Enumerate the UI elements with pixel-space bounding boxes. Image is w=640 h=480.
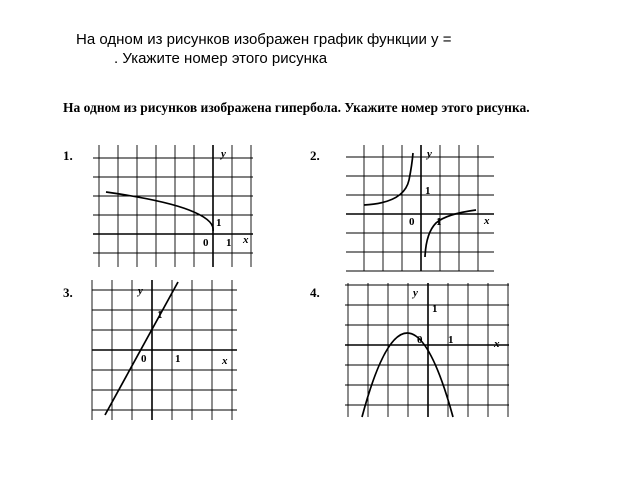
- graph-3-origin-label: 0: [141, 353, 147, 365]
- graph-2: [346, 145, 494, 271]
- graph-4-unit-y-label: 1: [432, 303, 438, 315]
- graph-2-unit-x-label: 1: [436, 216, 442, 228]
- graph-1-y-label: y: [221, 148, 226, 160]
- graph-2-unit-y-label: 1: [425, 185, 431, 197]
- graph-2-grid: [346, 145, 494, 271]
- slide-title-line2: . Укажите номер этого рисунка: [114, 50, 328, 67]
- graph-4-number: 4.: [310, 285, 320, 300]
- graph-4: [345, 283, 509, 417]
- graph-4-x-label: x: [494, 338, 500, 350]
- graph-1-origin-label: 0: [203, 237, 209, 249]
- graph-1: [93, 145, 253, 267]
- graph-1-number: 1.: [63, 148, 73, 163]
- graph-3-line: [105, 282, 178, 415]
- graph-2-curve-left: [364, 153, 413, 205]
- graph-1-unit-y-label: 1: [216, 217, 222, 229]
- graph-3-unit-y-label: 1: [157, 309, 163, 321]
- graph-4-origin-label: 0: [417, 334, 423, 346]
- graph-2-origin-label: 0: [409, 216, 415, 228]
- graph-2-curve-right: [425, 210, 476, 257]
- graph-3-x-label: x: [222, 355, 228, 367]
- graph-2-number: 2.: [310, 148, 320, 163]
- graph-3-number: 3.: [63, 285, 73, 300]
- graph-4-unit-x-label: 1: [448, 334, 454, 346]
- graph-2-y-label: y: [427, 148, 432, 160]
- graph-4-y-label: y: [413, 287, 418, 299]
- graph-1-unit-x-label: 1: [226, 237, 232, 249]
- slide-title: [76, 30, 596, 68]
- task-statement: На одном из рисунков изображена гипербола. Укажите номер этого рисунка.: [63, 100, 530, 115]
- graph-3-y-label: y: [138, 285, 143, 297]
- graph-1-x-label: x: [243, 234, 249, 246]
- graph-1-curve: [106, 192, 213, 231]
- graph-2-x-label: x: [484, 215, 490, 227]
- slide-title-line1: На одном из рисунков изображен график функции y =: [76, 31, 452, 48]
- graph-3-unit-x-label: 1: [175, 353, 181, 365]
- graph-3: [92, 280, 237, 420]
